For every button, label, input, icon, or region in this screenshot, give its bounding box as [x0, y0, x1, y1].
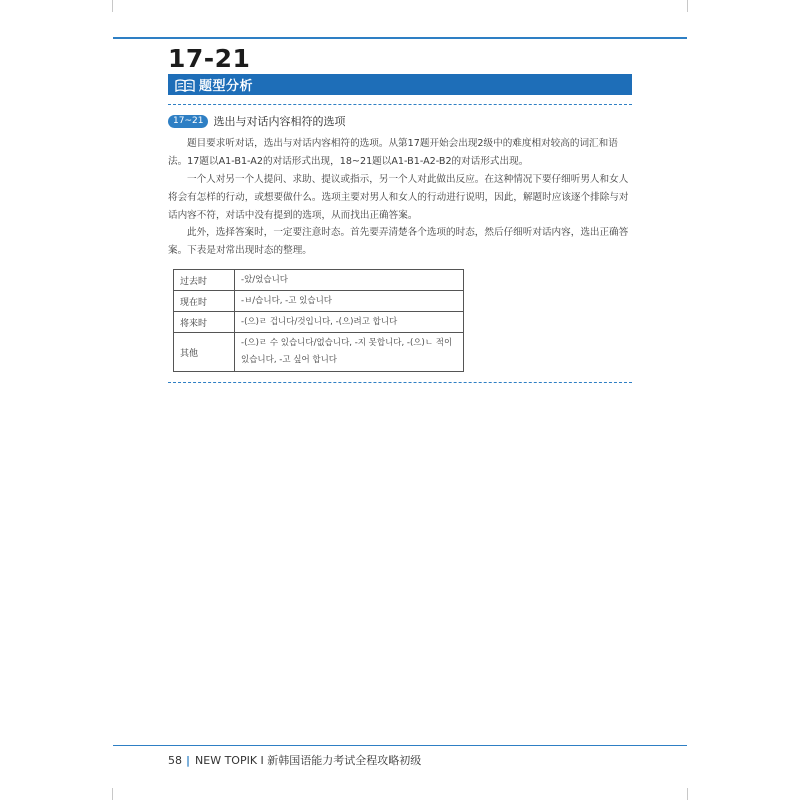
crop-mark [687, 0, 688, 12]
section-banner [168, 74, 632, 95]
footer-rule [113, 745, 687, 746]
tense-name: 将来时 [174, 312, 235, 333]
paragraph: 一个人对另一个人提问、求助、提议或指示，另一个人对此做出反应。在这种情况下要仔细听男人和女人将会有怎样的行动，或想要做什么。选项主要对男人和女人的行动进行说明，因此，解题时应该逐个排除与对话内容不符，对话中没有提到的选项，从而找出正确答案。 [168, 174, 629, 221]
subheading [168, 113, 345, 129]
crop-mark [112, 0, 113, 12]
tense-forms: -았/었습니다 [235, 270, 464, 291]
divider [168, 382, 632, 383]
table-row [174, 291, 464, 312]
tense-name: 现在时 [174, 291, 235, 312]
book-title: NEW TOPIK Ⅰ 新韩国语能力考试全程攻略初级 [195, 754, 422, 767]
page-footer [168, 752, 421, 768]
tense-forms: -(으)ㄹ 수 있습니다/없습니다, -지 못합니다, -(으)ㄴ 적이 있습니다, -고 싶어 합니다 [235, 333, 464, 372]
paragraph: 题目要求听对话，选出与对话内容相符的选项。从第17题开始会出现2级中的难度相对较高的词汇和语法。17题以A1-B1-A2的对话形式出现，18~21题以A1-B1-A2-B2的对话形式出现。 [168, 138, 618, 167]
tense-name: 其他 [174, 333, 235, 372]
page-number: 58 [168, 753, 182, 767]
question-range-badge: 17~21 [168, 115, 208, 128]
table-row [174, 270, 464, 291]
table-row [174, 312, 464, 333]
crop-mark [687, 788, 688, 800]
table-row [174, 333, 464, 372]
divider [168, 104, 632, 105]
crop-mark [112, 788, 113, 800]
tense-forms: -ㅂ/습니다, -고 있습니다 [235, 291, 464, 312]
page-title: 17-21 [168, 44, 251, 73]
footer-separator: | [186, 753, 191, 767]
open-book-icon [175, 78, 195, 92]
tense-name: 过去时 [174, 270, 235, 291]
header-rule [113, 37, 687, 39]
tense-table [173, 269, 464, 372]
subheading-title: 选出与对话内容相符的选项 [213, 115, 346, 128]
section-title: 题型分析 [199, 79, 254, 94]
tense-forms: -(으)ㄹ 겁니다/것입니다, -(으)려고 합니다 [235, 312, 464, 333]
paragraph: 此外，选择答案时，一定要注意时态。首先要弄清楚各个选项的时态，然后仔细听对话内容，选出正确答案。下表是对常出现时态的整理。 [168, 227, 629, 256]
